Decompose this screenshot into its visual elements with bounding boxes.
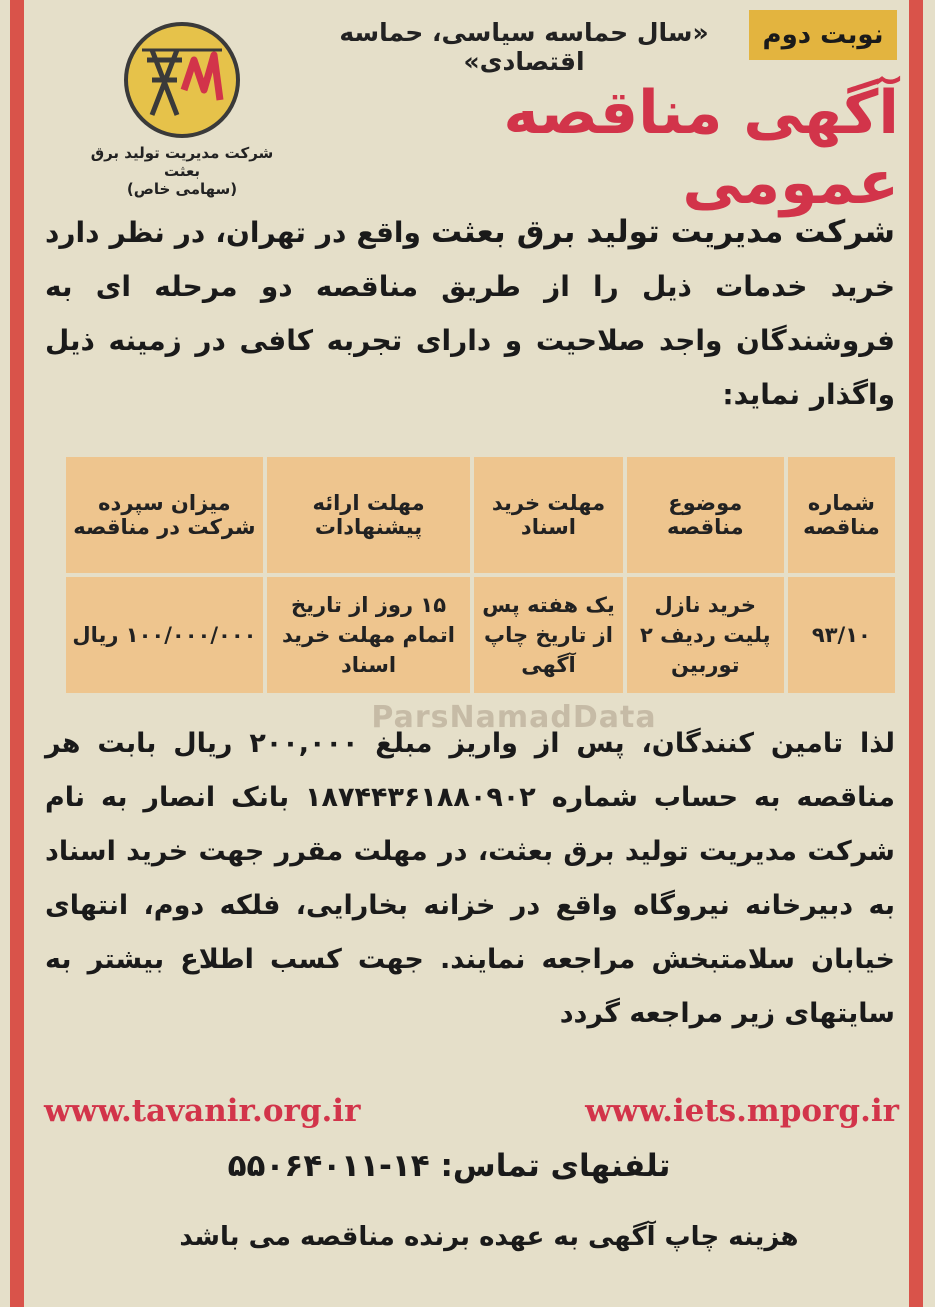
watermark: ParsNamadData xyxy=(371,700,657,735)
header-document-deadline: مهلت خرید اسناد xyxy=(474,457,623,573)
footer-note: هزینه چاپ آگهی به عهده برنده مناقصه می باشد xyxy=(179,1222,799,1252)
instructions-paragraph: لذا تامین کنندگان، پس از واریز مبلغ ۲۰۰,۰۰۰ ریال بابت هر مناقصه به حساب شماره ۱۸۷۴۴۳۶۱۸۸۰۹۰۲ بانک انصار به نام شرکت مدیریت تولید برق بعثت، در مهلت مقرر جهت خرید اسناد به دبیرخانه نیروگاه واقع در خزانه بخارایی، فلکه دوم، انتهای خیابان سلامتبخش مراجعه نمایند. جهت کسب اطلاع بیشتر به سایتهای زیر مراجعه گردد xyxy=(45,728,896,1029)
cell-proposal-deadline: ۱۵ روز از تاریخ اتمام مهلت خرید اسناد xyxy=(267,577,470,693)
publication-round-badge: نوبت دوم xyxy=(749,10,897,60)
cell-document-deadline: یک هفته پس از تاریخ چاپ آگهی xyxy=(474,577,623,693)
intro-text: واقع در تهران، در نظر دارد خرید خدمات ذیل را از طریق مناقصه دو مرحله ای به فروشندگان واجد صلاحیت و دارای تجربه کافی در زمینه ذیل واگذار نماید: xyxy=(45,216,895,411)
link-iets[interactable]: www.iets.mporg.ir xyxy=(585,1093,899,1129)
company-logo xyxy=(82,20,282,210)
header-tender-number: شماره مناقصه xyxy=(788,457,895,573)
tender-table xyxy=(62,453,899,697)
website-links xyxy=(44,1093,899,1129)
header-deposit-amount: میزان سپرده شرکت در مناقصه xyxy=(66,457,263,573)
left-border xyxy=(10,0,24,1307)
contact-phones: تلفنهای تماس: ۱۴-۵۵۰۶۴۰۱۱ xyxy=(227,1148,671,1184)
table-header-row xyxy=(66,457,895,573)
ad-title: آگهی مناقصه عمومی xyxy=(503,78,899,218)
cell-tender-subject: خرید نازل پلیت ردیف ۲ توربین xyxy=(627,577,784,693)
cell-deposit-amount: ۱۰۰/۰۰۰/۰۰۰ ریال xyxy=(66,577,263,693)
cell-tender-number: ۹۳/۱۰ xyxy=(788,577,895,693)
header-tender-subject: موضوع مناقصه xyxy=(627,457,784,573)
logo-company-type: (سهامی خاص) xyxy=(126,180,238,198)
logo-company-name: شرکت مدیریت تولید برق بعثت xyxy=(90,144,274,180)
ad-content xyxy=(44,0,899,1307)
intro-paragraph xyxy=(45,205,895,422)
intro-company-name: شرکت مدیریت تولید برق بعثت xyxy=(430,214,895,250)
power-tower-logo-icon xyxy=(122,20,242,140)
table-row xyxy=(66,577,895,693)
year-slogan: «سال حماسه سیاسی، حماسه اقتصادی» xyxy=(339,18,709,76)
header-proposal-deadline: مهلت ارائه پیشنهادات xyxy=(267,457,470,573)
link-tavanir[interactable]: www.tavanir.org.ir xyxy=(44,1093,361,1129)
right-border xyxy=(909,0,923,1307)
